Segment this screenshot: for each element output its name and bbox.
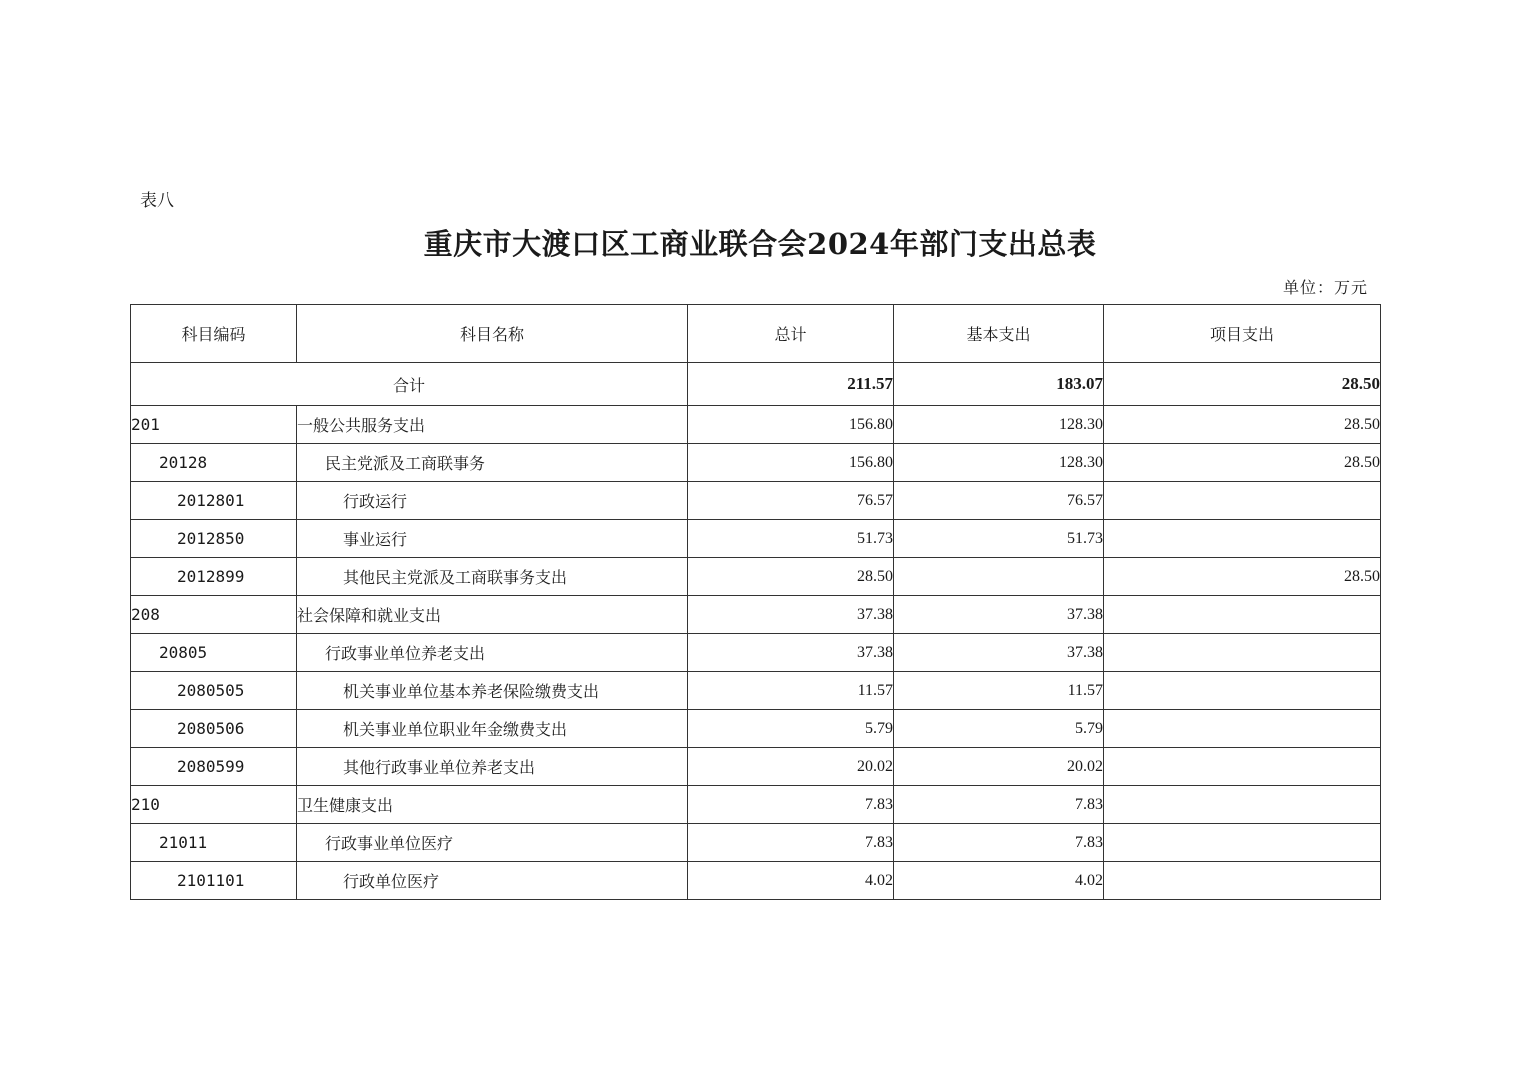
table-row [131, 710, 1381, 748]
cell-total: 4.02 [688, 862, 894, 900]
summary-project: 28.50 [1104, 363, 1381, 406]
document-title: 重庆市大渡口区工商业联合会2024年部门支出总表 [423, 227, 1097, 261]
expenditure-table [130, 304, 1381, 900]
cell-basic: 20.02 [894, 748, 1104, 786]
table-row [131, 786, 1381, 824]
cell-project [1104, 786, 1381, 824]
cell-basic: 4.02 [894, 862, 1104, 900]
cell-basic: 37.38 [894, 634, 1104, 672]
cell-name: 其他行政事业单位养老支出 [297, 748, 688, 786]
cell-basic: 11.57 [894, 672, 1104, 710]
cell-total: 11.57 [688, 672, 894, 710]
summary-total: 211.57 [688, 363, 894, 406]
cell-basic: 37.38 [894, 596, 1104, 634]
cell-name: 一般公共服务支出 [297, 406, 688, 444]
cell-code: 2012801 [131, 482, 297, 520]
cell-total: 37.38 [688, 596, 894, 634]
cell-project [1104, 862, 1381, 900]
header-total: 总计 [688, 305, 894, 363]
cell-basic: 7.83 [894, 786, 1104, 824]
cell-project [1104, 824, 1381, 862]
cell-code: 2012850 [131, 520, 297, 558]
table-row [131, 406, 1381, 444]
cell-project [1104, 520, 1381, 558]
summary-basic: 183.07 [894, 363, 1104, 406]
cell-code: 208 [131, 596, 297, 634]
cell-total: 5.79 [688, 710, 894, 748]
header-row [131, 305, 1381, 363]
table-row [131, 520, 1381, 558]
cell-total: 76.57 [688, 482, 894, 520]
cell-project [1104, 634, 1381, 672]
cell-name: 机关事业单位基本养老保险缴费支出 [297, 672, 688, 710]
cell-name: 行政运行 [297, 482, 688, 520]
cell-basic: 76.57 [894, 482, 1104, 520]
cell-project: 28.50 [1104, 444, 1381, 482]
cell-basic [894, 558, 1104, 596]
table-row [131, 748, 1381, 786]
cell-basic: 128.30 [894, 444, 1104, 482]
table-row [131, 482, 1381, 520]
cell-name: 行政事业单位医疗 [297, 824, 688, 862]
cell-code: 2080599 [131, 748, 297, 786]
header-basic: 基本支出 [894, 305, 1104, 363]
cell-code: 20128 [131, 444, 297, 482]
cell-name: 事业运行 [297, 520, 688, 558]
table-row [131, 824, 1381, 862]
cell-name: 卫生健康支出 [297, 786, 688, 824]
cell-code: 2101101 [131, 862, 297, 900]
cell-project: 28.50 [1104, 558, 1381, 596]
cell-total: 37.38 [688, 634, 894, 672]
cell-total: 156.80 [688, 406, 894, 444]
cell-name: 行政单位医疗 [297, 862, 688, 900]
cell-code: 21011 [131, 824, 297, 862]
cell-name: 行政事业单位养老支出 [297, 634, 688, 672]
cell-project [1104, 482, 1381, 520]
cell-total: 28.50 [688, 558, 894, 596]
cell-name: 机关事业单位职业年金缴费支出 [297, 710, 688, 748]
cell-project [1104, 748, 1381, 786]
cell-name: 社会保障和就业支出 [297, 596, 688, 634]
cell-basic: 5.79 [894, 710, 1104, 748]
unit-label: 单位：万元 [1282, 278, 1368, 297]
cell-project: 28.50 [1104, 406, 1381, 444]
cell-code: 201 [131, 406, 297, 444]
cell-project [1104, 672, 1381, 710]
cell-project [1104, 710, 1381, 748]
cell-code: 20805 [131, 634, 297, 672]
cell-total: 156.80 [688, 444, 894, 482]
cell-total: 7.83 [688, 786, 894, 824]
table-row [131, 596, 1381, 634]
table-number-label: 表八 [140, 191, 174, 211]
cell-code: 2080506 [131, 710, 297, 748]
table-row [131, 558, 1381, 596]
header-code: 科目编码 [131, 305, 297, 363]
cell-code: 2080505 [131, 672, 297, 710]
cell-basic: 51.73 [894, 520, 1104, 558]
table-row [131, 634, 1381, 672]
summary-label: 合计 [131, 363, 688, 406]
header-project: 项目支出 [1104, 305, 1381, 363]
cell-project [1104, 596, 1381, 634]
cell-basic: 128.30 [894, 406, 1104, 444]
cell-code: 2012899 [131, 558, 297, 596]
cell-total: 7.83 [688, 824, 894, 862]
cell-total: 20.02 [688, 748, 894, 786]
summary-row [131, 363, 1381, 406]
table-row [131, 862, 1381, 900]
table-row [131, 672, 1381, 710]
cell-code: 210 [131, 786, 297, 824]
cell-total: 51.73 [688, 520, 894, 558]
header-name: 科目名称 [297, 305, 688, 363]
cell-basic: 7.83 [894, 824, 1104, 862]
cell-name: 民主党派及工商联事务 [297, 444, 688, 482]
cell-name: 其他民主党派及工商联事务支出 [297, 558, 688, 596]
table-row [131, 444, 1381, 482]
